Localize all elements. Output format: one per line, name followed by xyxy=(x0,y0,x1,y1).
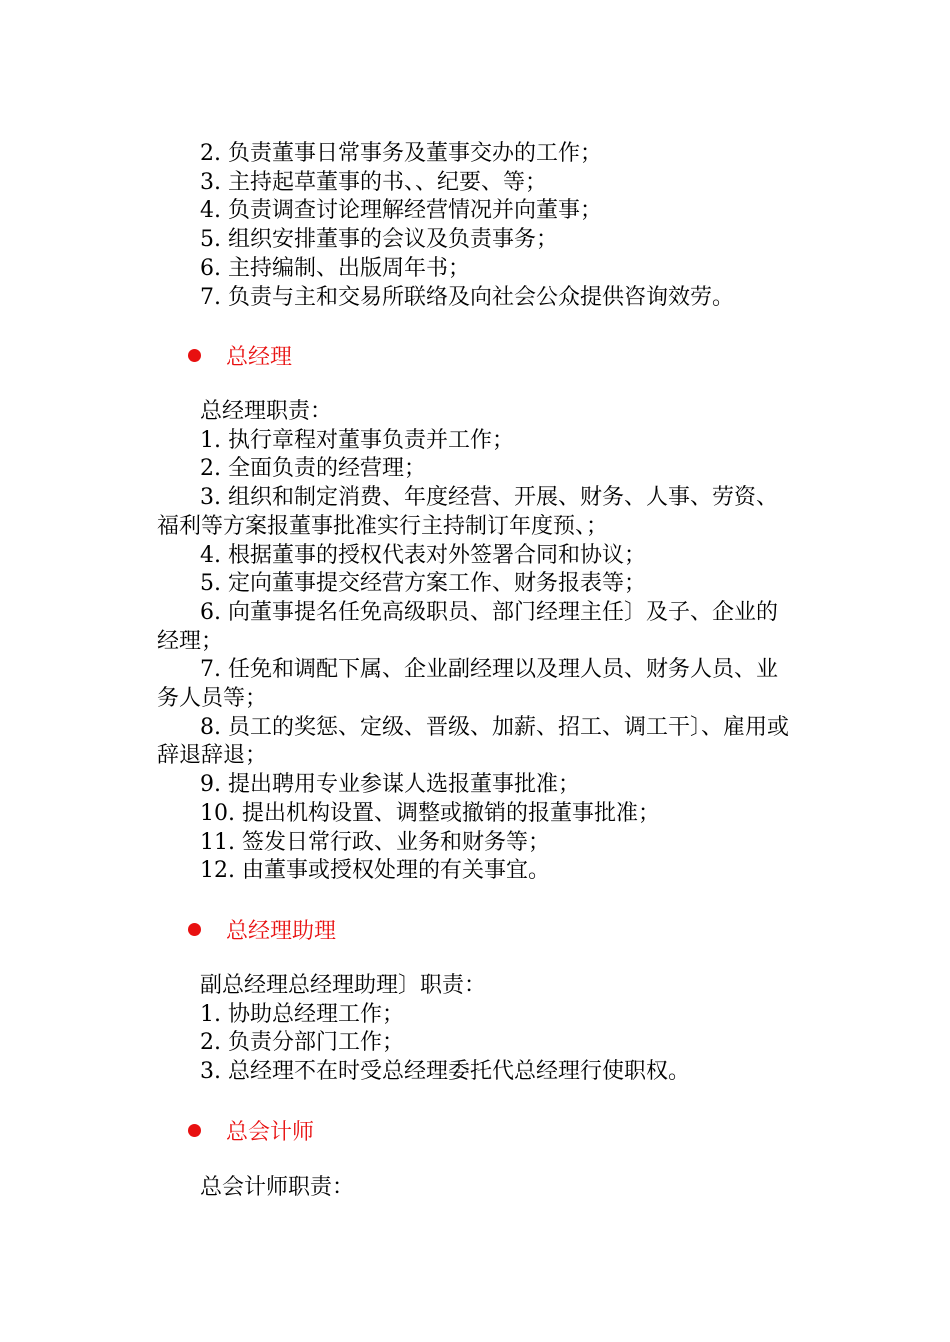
list-item: 7. 负责与主和交易所联络及向社会公众提供咨询效劳。 xyxy=(200,284,734,310)
list-item: 4. 负责调查讨论理解经营情况并向董事； xyxy=(200,198,602,224)
list-item: 7. 任免和调配下属、企业副经理以及理人员、财务人员、业务人员等； xyxy=(157,657,778,712)
section-intro: 总会计师职责： xyxy=(200,1175,355,1200)
list-item: 2. 负责分部门工作； xyxy=(200,1030,404,1056)
section-heading-assistant-gm xyxy=(188,914,336,944)
board-secretary-list xyxy=(157,140,837,312)
bullet-icon xyxy=(188,923,201,936)
list-item: 6. 主持编制、出版周年书； xyxy=(200,255,470,281)
section-heading-chief-accountant xyxy=(188,1115,314,1145)
assistant-gm-duties xyxy=(157,972,837,1087)
list-item: 3. 组织和制定消费、年度经营、开展、财务、人事、劳资、福利等方案报董事批准实行主持制订年度预、； xyxy=(157,485,778,539)
list-item: 1. 协助总经理工作； xyxy=(200,1001,404,1027)
list-item: 5. 组织安排董事的会议及负责事务； xyxy=(200,227,558,253)
general-manager-duties xyxy=(157,398,837,886)
bullet-icon xyxy=(188,349,201,362)
heading-text: 总会计师 xyxy=(226,1119,315,1145)
chief-accountant-duties xyxy=(157,1174,837,1203)
list-item: 12. 由董事或授权处理的有关事宜。 xyxy=(200,858,550,884)
bullet-icon xyxy=(188,1124,201,1137)
list-item: 3. 主持起草董事的书、、纪要、等； xyxy=(200,169,547,195)
list-item: 2. 负责董事日常事务及董事交办的工作； xyxy=(200,141,602,166)
list-item: 2. 全面负责的经营理； xyxy=(200,456,426,482)
heading-text: 总经理 xyxy=(226,344,293,370)
list-item: 9. 提出聘用专业参谋人选报董事批准； xyxy=(200,772,580,798)
heading-text: 总经理助理 xyxy=(226,918,337,944)
list-item: 11. 签发日常行政、业务和财务等； xyxy=(200,829,550,855)
list-item: 1. 执行章程对董事负责并工作； xyxy=(200,427,514,453)
list-item: 8. 员工的奖惩、定级、晋级、加薪、招工、调工干〕、雇用或辞退辞退； xyxy=(157,714,789,769)
section-intro: 总经理职责： xyxy=(200,399,333,424)
list-item: 3. 总经理不在时受总经理委托代总经理行使职权。 xyxy=(200,1059,690,1085)
list-item: 4. 根据董事的授权代表对外签署合同和协议； xyxy=(200,542,646,568)
list-item: 5. 定向董事提交经营方案工作、财务报表等； xyxy=(200,571,646,597)
section-intro: 副总经理总经理助理〕职责： xyxy=(200,973,487,998)
section-heading-general-manager xyxy=(188,340,292,370)
list-item: 6. 向董事提名任免高级职员、部门经理主任〕及子、企业的经理； xyxy=(157,599,778,654)
list-item: 10. 提出机构设置、调整或撤销的报董事批准； xyxy=(200,800,660,826)
